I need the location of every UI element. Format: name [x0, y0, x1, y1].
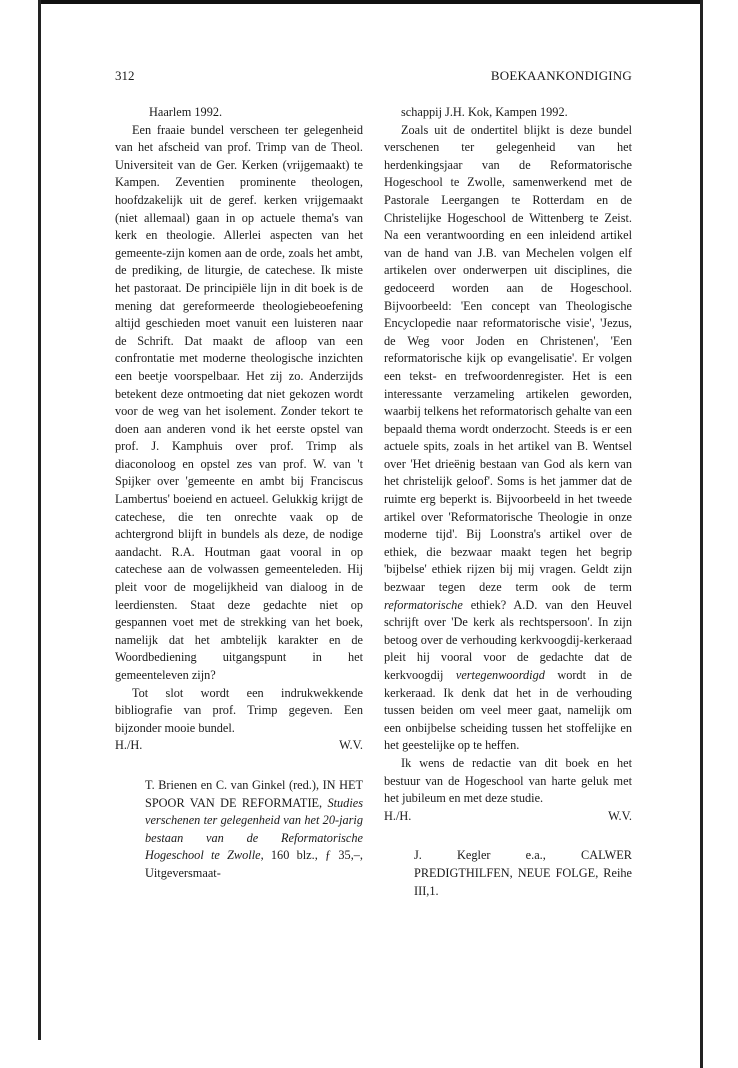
right-paragraph-1: [384, 122, 632, 755]
book-entry-left: [115, 777, 363, 883]
right-paragraph-2: Ik wens de redactie van dit boek en het bestuur van de Hogeschool van harte geluk met het jubileum en met deze studie.: [384, 755, 632, 806]
entry-subtitle: Studies verschenen ter gelegenheid van het 20-jarig bestaan van de Reformatorische Hogeschool te Zwolle,: [145, 795, 363, 863]
scan-border-right: [700, 0, 703, 1068]
running-head: BOEKAANKONDIGING: [490, 68, 632, 83]
signature-initials-right: W.V.: [339, 738, 363, 753]
left-first-line: Haarlem 1992.: [149, 105, 223, 119]
scan-border-left: [38, 0, 41, 1040]
book-entry-right: J. Kegler e.a., CALWER PREDIGTHILFEN, NEUE FOLGE, Reihe III,1.: [414, 848, 632, 898]
right-paragraph-1-part-b: ethiek? A.D. van den Heuvel schrijft over 'De kerk als rechtspersoon'. In zijn betoog over de verhouding kerkvoogdij-kerkeraad pleit hij vooral voor de gedachte dat de kerkvoogdij: [384, 597, 632, 682]
signature-initials-left: H./H.: [115, 738, 143, 753]
left-column: [115, 104, 363, 883]
page-header: [115, 68, 632, 90]
scan-border-top: [38, 0, 702, 4]
entry-details: 160 blz., ƒ 35,–, Uitgeversmaat-: [145, 848, 363, 880]
left-paragraph-1: Een fraaie bundel verscheen ter gelegenheid van het afscheid van prof. Trimp van de Theol. Universiteit van de Ger. Kerken (vrijgemaakt) te Kampen. Zeventien prominente theologen, hoofdzakelijk uit de geref. kerken vrijgemaakt (niet allemaal) gaan in op actuele thema's van kerk en theologie. Allerlei aspecten van het gemeente-zijn komen aan de orde, zoals het ambt, de prediking, de liturgie, de catechese. Ik miste het pastoraat. De principiële lijn in dit boek is de mening dat gereformeerde theologiebeoefening altijd geschieden moet vanuit een luisteren naar de Schrift. Dat maakt de afloop van een confrontatie met moderne theologische inzichten een beetje voorspelbaar. Het zij zo. Anderzijds betekent deze ontmoeting dat niet gekozen wordt voor de weg van het isolement. Zonder tekort te doen aan anderen vond ik het eerste opstel van prof. J. Kamphuis over prof. Trimp als diaconoloog en opstel zes van prof. W. van 't Spijker over 'gemeente en ambt bij Franciscus Lambertus' boeiend en actueel. Gelukkig krijgt de catechese, die ten onrechte vaak op de achtergrond blijft in bundels als deze, de nodige aandacht. R.A. Houtman gaat vooral in op catechese aan de volwassen gemeenteleden. Hij pleit voor de mogelijkheid van dialoog in de leerdiensten. Staat deze gedachte niet op gespannen voet met de strekking van het boek, namelijk dat het ambtelijk karakter en de Woordbediening uitgangspunt in het gemeenteleven zijn?: [115, 122, 363, 682]
right-paragraph-1-italic-1: reformatorische: [384, 597, 463, 612]
signature-initials-right: W.V.: [608, 808, 632, 823]
right-paragraph-1-italic-2: vertegenwoordigd: [455, 668, 545, 682]
left-signature: [115, 737, 363, 755]
right-signature: [384, 808, 632, 826]
right-paragraph-1-part-c: wordt in de kerkeraad. Ik denk dat het in de verhouding tussen beiden om veel meer gaat, namelijk om een onbijbelse scheiding tussen het stoffelijke en het geestelijke op te heffen.: [384, 668, 633, 753]
entry-authors-title: T. Brienen en C. van Ginkel (red.), IN HET SPOOR VAN DE REFORMATIE,: [145, 777, 363, 810]
right-paragraph-1-part-a: Zoals uit de ondertitel blijkt is deze bundel verschenen ter gelegenheid van het herdenkingsjaar van de Reformatorische Hogeschool te Zwolle, samenwerkend met de Pastorale Leergangen te Rotterdam en de Christelijke Hogeschool de Wittenberg te Zeist. Na een verantwoording en een inleidend artikel van de hand van J.B. van Mechelen volgen elf artikelen over onderwerpen uit disciplines, die gedoceerd worden aan de Hogeschool. Bijvoorbeeld: 'Een concept van Theologische Encyclopedie naar reformatorische visie', 'Jezus, de Weg voor Joden en Christenen', 'Een reformatorische kijk op evangelisatie'. Er volgen een tekst- en trefwoordenregister. Het is een interessante verzameling artikelen geworden, waarbij telkens het reformatorisch gehalte van een bepaald thema wordt onderzocht. Steeds is er een actuele spits, zoals in het artikel van B. Wentsel over 'Het drieënig bestaan van God als kern van het christelijk geloof'. Soms is het jammer dat de ruimte erg beperkt is. Bijvoorbeeld in het tweede artikel over 'Reformatorische Theologie in onze moderne tijd'. Bij Loonstra's artikel over de ethiek, die bezwaar maakt tegen het begrip 'bijbelse' ethiek rijzen bij mij vragen. Geldt zijn bezwaar tegen deze term ook de term: [384, 122, 632, 595]
left-paragraph-2: Tot slot wordt een indrukwekkende bibliografie van prof. Trimp gegeven. Een bijzonder mooie bundel.: [115, 685, 363, 735]
right-first-line: schappij J.H. Kok, Kampen 1992.: [401, 105, 568, 119]
page-number: 312: [115, 68, 135, 83]
right-column: [384, 104, 632, 900]
signature-initials-left: H./H.: [384, 808, 412, 823]
